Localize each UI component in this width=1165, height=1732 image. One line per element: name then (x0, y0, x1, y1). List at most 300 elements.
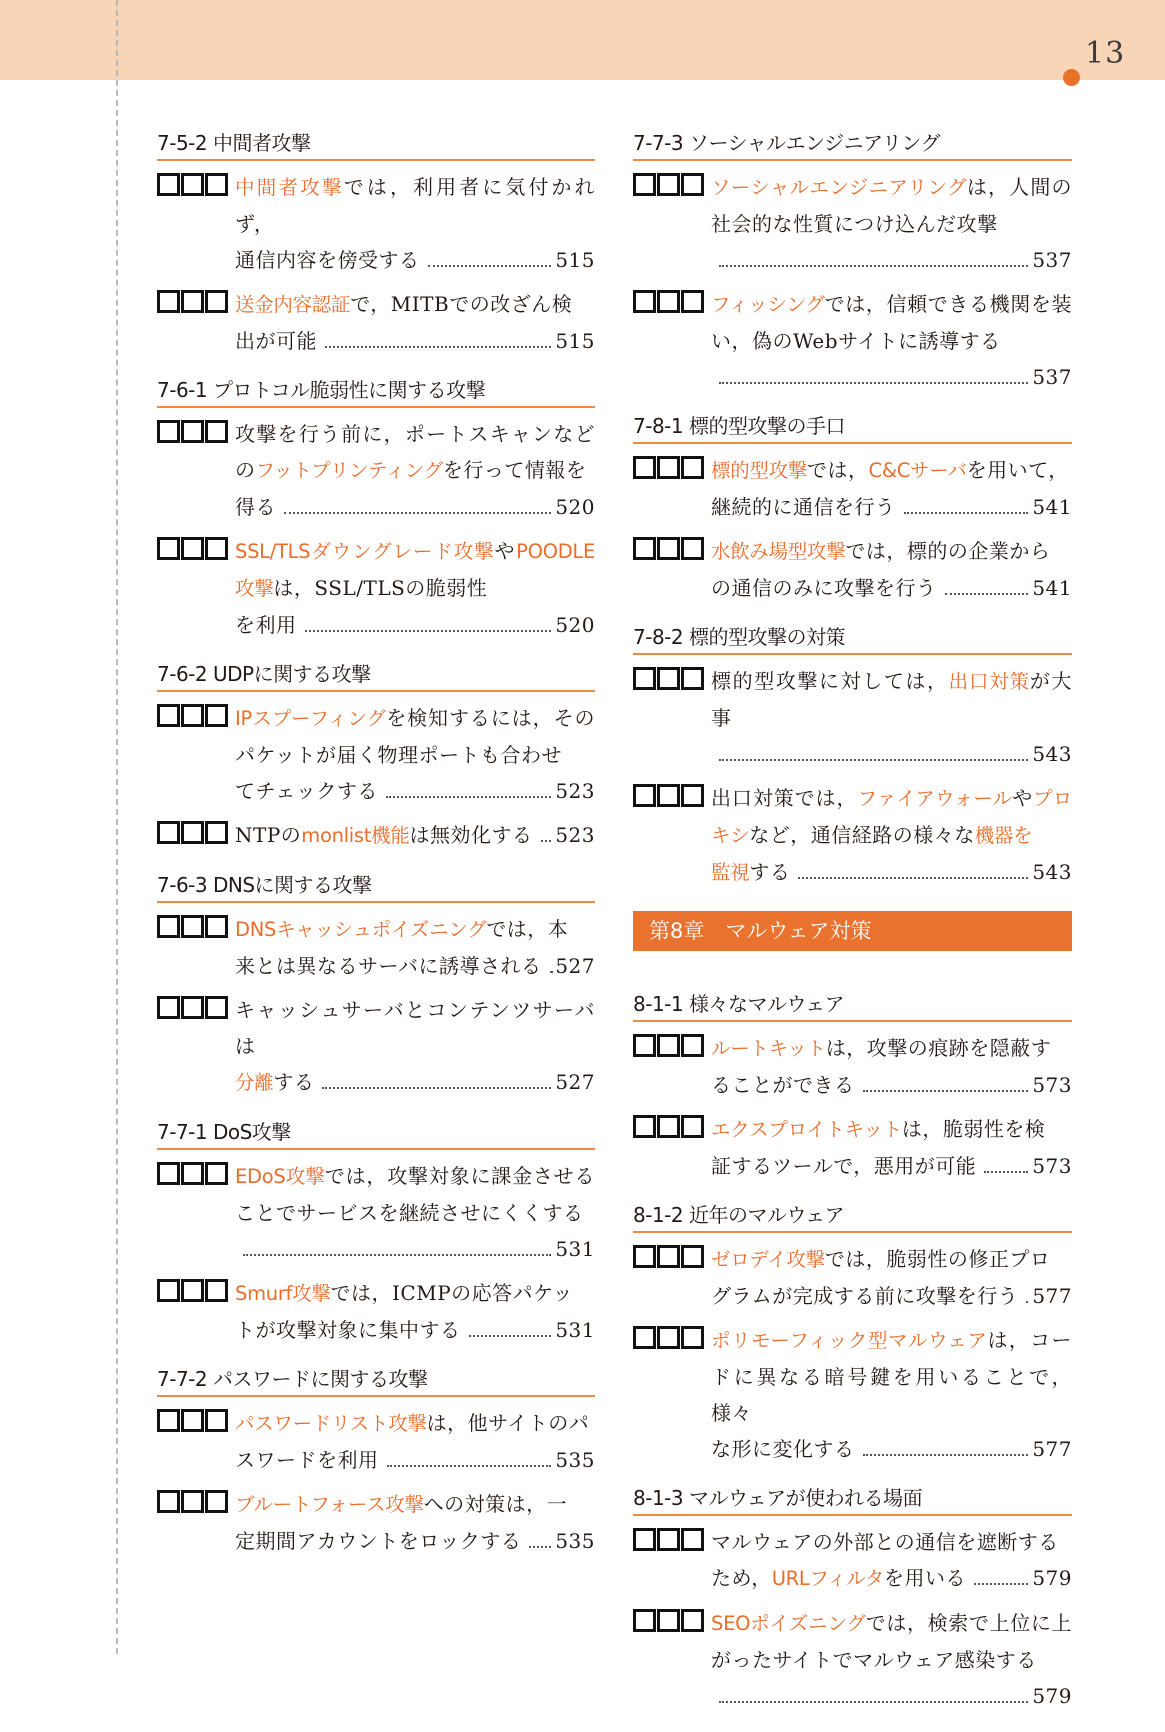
item-text (711, 1030, 1072, 1103)
dot-leader (550, 970, 552, 973)
keyword: 監視 (711, 861, 750, 884)
page-reference-line (235, 1231, 595, 1267)
section-heading: 8-1-3 マルウェアが使われる場面 (633, 1485, 1072, 1516)
checklist-item (633, 1322, 1072, 1467)
item-body (711, 452, 1072, 489)
checkbox-group (633, 456, 705, 480)
page-reference-line (235, 773, 595, 809)
item-tail: スワードを利用 (235, 1448, 379, 1472)
item-tail: 証するツールで，悪用が可能 (711, 1154, 977, 1178)
text-fragment: を用いる (883, 1566, 966, 1590)
page-reference-line (711, 1678, 1072, 1714)
checklist-item (157, 1158, 595, 1267)
checkbox[interactable] (205, 1490, 228, 1513)
page-reference-line (235, 607, 595, 643)
item-text (235, 1275, 595, 1348)
binding-line (116, 0, 118, 1654)
page-reference: 531 (555, 1318, 595, 1342)
section (633, 624, 1072, 891)
item-text (235, 1486, 595, 1559)
checkbox[interactable] (633, 1609, 656, 1632)
section-heading: 7-6-2 UDPに関する攻撃 (157, 661, 595, 692)
checkbox[interactable] (181, 290, 204, 313)
checkbox-group (157, 704, 229, 728)
checkbox[interactable] (681, 784, 704, 807)
dot-leader (529, 1545, 551, 1548)
checkbox[interactable] (681, 667, 704, 690)
section (633, 413, 1072, 606)
item-text (235, 992, 595, 1101)
checkbox[interactable] (657, 1609, 680, 1632)
keyword: パスワードリスト攻撃 (235, 1412, 427, 1435)
page-reference: 579 (1032, 1684, 1072, 1708)
page-reference: 573 (1032, 1154, 1072, 1178)
page-reference: 537 (1032, 365, 1072, 389)
checkbox-group (157, 537, 229, 561)
item-tail: グラムが完成する前に攻撃を行う (711, 1284, 1019, 1308)
item-body (235, 700, 595, 773)
checkbox[interactable] (681, 1326, 704, 1349)
item-tail: 得る (235, 495, 276, 519)
text-fragment: ため， (711, 1566, 772, 1590)
section (157, 1366, 595, 1559)
item-body (711, 663, 1072, 736)
checkbox[interactable] (205, 915, 228, 938)
page-reference-line (235, 1523, 595, 1559)
item-text (235, 1405, 595, 1478)
checkbox[interactable] (181, 173, 204, 196)
text-fragment: する (273, 1070, 315, 1094)
page-reference: 541 (1032, 576, 1072, 600)
dot-leader (1026, 1300, 1028, 1303)
item-body (711, 169, 1072, 242)
checkbox[interactable] (657, 1034, 680, 1057)
text-fragment: は，脆弱性を検 (901, 1117, 1046, 1141)
item-body (235, 169, 595, 242)
checkbox[interactable] (157, 290, 180, 313)
dot-leader (984, 1170, 1028, 1173)
checkbox[interactable] (681, 173, 704, 196)
item-body (235, 992, 595, 1064)
text-fragment: 出口対策では， (711, 786, 858, 810)
checkbox[interactable] (181, 1490, 204, 1513)
checklist-item (633, 1241, 1072, 1314)
item-tail: 定期間アカウントをロックする (235, 1529, 522, 1553)
item-text (235, 911, 595, 984)
item-tail: てチェックする (235, 779, 378, 803)
page-reference-line (235, 242, 595, 278)
text-fragment: では，利用者に気付かれず， (235, 175, 595, 236)
checkbox-group (633, 1528, 705, 1552)
dot-leader (904, 511, 1029, 514)
section-heading: 7-5-2 中間者攻撃 (157, 130, 595, 161)
checklist-item (633, 1030, 1072, 1103)
checkbox[interactable] (657, 1245, 680, 1268)
text-fragment: では， (807, 458, 869, 482)
page-reference-line (235, 1064, 595, 1101)
right-column (633, 130, 1072, 1732)
page-reference-line (235, 1442, 595, 1478)
checkbox[interactable] (205, 420, 228, 443)
checkbox[interactable] (205, 704, 228, 727)
text-fragment: は，コードに異なる暗号鍵を用いることで，様々 (711, 1328, 1072, 1425)
text-fragment: は，他サイトのパ (426, 1411, 590, 1435)
item-tail: 出が可能 (235, 329, 317, 353)
dot-leader (322, 1086, 551, 1089)
item-text (711, 1241, 1072, 1314)
checkbox-group (633, 1609, 705, 1633)
item-body (711, 1605, 1072, 1678)
checklist-item (633, 1605, 1072, 1714)
checkbox[interactable] (681, 537, 704, 560)
item-tail: トが攻撃対象に集中する (235, 1318, 461, 1342)
checklist-item (633, 286, 1072, 395)
text-fragment: する (749, 860, 791, 884)
item-text (711, 663, 1072, 772)
item-text (235, 286, 595, 359)
checkbox[interactable] (657, 1528, 680, 1551)
checkbox[interactable] (205, 173, 228, 196)
keyword: フィッシング (711, 293, 825, 316)
checkbox[interactable] (657, 1115, 680, 1138)
checkbox[interactable] (681, 1528, 704, 1551)
checkbox[interactable] (633, 290, 656, 313)
checklist-item (633, 1524, 1072, 1597)
checkbox[interactable] (181, 1409, 204, 1432)
checkbox[interactable] (181, 821, 204, 844)
page-reference-line (711, 1067, 1072, 1103)
keyword: エクスプロイトキット (711, 1118, 902, 1141)
checkbox[interactable] (181, 1162, 204, 1185)
item-text (711, 1111, 1072, 1184)
item-tail: の通信のみに攻撃を行う (711, 576, 937, 600)
checkbox[interactable] (633, 1528, 656, 1551)
section (157, 872, 595, 1101)
keyword: ソーシャルエンジニアリング (711, 176, 967, 199)
section-heading: 7-8-1 標的型攻撃の手口 (633, 413, 1072, 444)
checkbox-group (633, 1034, 705, 1058)
page-reference-line (711, 242, 1072, 278)
keyword: 送金内容認証 (235, 293, 351, 316)
checkbox-group (633, 1115, 705, 1139)
page-reference: 531 (555, 1237, 595, 1261)
item-body (235, 911, 595, 948)
checkbox[interactable] (633, 1326, 656, 1349)
checkbox[interactable] (157, 1162, 180, 1185)
checkbox[interactable] (633, 1115, 656, 1138)
text-fragment: 攻撃を行う前に，ポートスキャンなどの (235, 422, 595, 482)
text-fragment: キャッシュサーバとコンテンツサーバは (235, 998, 595, 1058)
header-band (0, 0, 1165, 80)
keyword: 機器を (974, 824, 1033, 847)
text-fragment: では，攻撃対象に課金させることでサービスを継続させにくくする (235, 1164, 595, 1225)
page-reference: 515 (555, 329, 595, 353)
item-text (235, 169, 595, 278)
section-heading: 7-7-1 DoS攻撃 (157, 1119, 595, 1150)
left-column (157, 130, 595, 1577)
page-reference-line (711, 570, 1072, 606)
checkbox[interactable] (657, 290, 680, 313)
text-fragment: では，本 (486, 917, 569, 941)
item-tail (711, 1560, 966, 1597)
text-fragment: マルウェアの外部との通信を遮断する (711, 1530, 1059, 1554)
text-fragment: を検知するには，そのパケットが届く物理ポートも合わせ (235, 706, 595, 767)
checkbox[interactable] (633, 1034, 656, 1057)
keyword: プロキシ (711, 787, 1072, 847)
section (633, 991, 1072, 1184)
checkbox[interactable] (633, 784, 656, 807)
checkbox[interactable] (157, 1409, 180, 1432)
section (633, 1202, 1072, 1467)
right-column-sections (633, 130, 1072, 891)
checkbox[interactable] (181, 1279, 204, 1302)
item-text (711, 1605, 1072, 1714)
checkbox-group (633, 1326, 705, 1350)
checkbox[interactable] (681, 290, 704, 313)
page-reference: 541 (1032, 495, 1072, 519)
checkbox[interactable] (681, 1609, 704, 1632)
checkbox[interactable] (181, 420, 204, 443)
page-reference-line (711, 1560, 1072, 1597)
checklist-item (157, 1275, 595, 1348)
page-reference: 577 (1032, 1437, 1072, 1461)
checkbox[interactable] (205, 290, 228, 313)
section-heading: 7-8-2 標的型攻撃の対策 (633, 624, 1072, 655)
item-tail: 継続的に通信を行う (711, 495, 896, 519)
checkbox[interactable] (157, 915, 180, 938)
text-fragment: では，標的の企業から (845, 539, 1051, 563)
checkbox[interactable] (205, 1279, 228, 1302)
keyword: IPスプーフィング (235, 707, 387, 730)
checkbox[interactable] (181, 704, 204, 727)
keyword: EDoS攻撃 (235, 1165, 325, 1188)
checkbox-group (157, 290, 229, 314)
checkbox[interactable] (657, 667, 680, 690)
checkbox[interactable] (681, 1115, 704, 1138)
item-body (235, 1158, 595, 1231)
item-body (711, 1030, 1072, 1067)
checkbox[interactable] (181, 537, 204, 560)
keyword: 水飲み場型攻撃 (711, 540, 846, 563)
checkbox-group (157, 821, 229, 845)
checkbox-group (157, 1409, 229, 1433)
text-fragment: を用いて， (966, 458, 1069, 482)
item-text (711, 452, 1072, 525)
item-body (235, 1405, 595, 1442)
checklist-item (157, 992, 595, 1101)
item-body (711, 533, 1072, 570)
page-reference: 543 (1032, 742, 1072, 766)
page-reference-line (235, 817, 595, 854)
dot-leader (541, 839, 552, 842)
keyword: C&Cサーバ (868, 459, 967, 482)
checkbox[interactable] (157, 1279, 180, 1302)
checkbox-group (633, 173, 705, 197)
page-reference-line (235, 1312, 595, 1348)
checkbox[interactable] (181, 915, 204, 938)
checkbox-group (633, 667, 705, 691)
checkbox-group (157, 1490, 229, 1514)
keyword: DNSキャッシュポイズニング (235, 918, 487, 941)
dot-leader (974, 1582, 1028, 1585)
page-marker-dot (1063, 69, 1080, 86)
checklist-item (633, 169, 1072, 278)
dot-leader (945, 592, 1029, 595)
checkbox[interactable] (157, 173, 180, 196)
checkbox[interactable] (157, 996, 180, 1019)
checklist-item (157, 533, 595, 643)
page-reference: 523 (555, 823, 595, 847)
checkbox-group (157, 173, 229, 197)
keyword: Smurf攻撃 (235, 1282, 331, 1305)
checkbox[interactable] (157, 1490, 180, 1513)
checkbox[interactable] (681, 1034, 704, 1057)
text-fragment: や (494, 539, 517, 563)
keyword: 中間者攻撃 (235, 176, 344, 199)
checkbox[interactable] (181, 996, 204, 1019)
checkbox[interactable] (657, 537, 680, 560)
section (633, 130, 1072, 395)
dot-leader (325, 345, 551, 348)
checkbox[interactable] (205, 1162, 228, 1185)
checkbox[interactable] (205, 537, 228, 560)
text-fragment: は，攻撃の痕跡を隠蔽す (825, 1036, 1052, 1060)
item-tail: な形に変化する (711, 1437, 855, 1461)
item-body (711, 1241, 1072, 1278)
text-fragment: など，通信経路の様々な (749, 823, 975, 847)
dot-leader (305, 629, 552, 632)
section (633, 1485, 1072, 1714)
item-body (711, 1322, 1072, 1431)
keyword: 出口対策 (948, 670, 1030, 693)
item-text (711, 1524, 1072, 1597)
keyword: 標的型攻撃 (711, 459, 808, 482)
checkbox[interactable] (633, 1245, 656, 1268)
page-number: 13 (1085, 36, 1126, 71)
right-column-sections-chapter8 (633, 991, 1072, 1714)
page-reference: 543 (1032, 860, 1072, 884)
item-body (235, 286, 595, 323)
page-reference: 520 (555, 495, 595, 519)
checklist-item (157, 1486, 595, 1559)
text-fragment: で，MITBでの改ざん検 (350, 292, 573, 316)
item-body (235, 416, 595, 489)
item-tail: を利用 (235, 613, 297, 637)
text-fragment: は無効化する (409, 823, 533, 847)
checkbox[interactable] (681, 456, 704, 479)
page-reference-line (711, 854, 1072, 891)
dot-leader (428, 264, 552, 267)
checklist-item (157, 817, 595, 854)
checklist-item (157, 911, 595, 984)
item-text (711, 780, 1072, 891)
item-text (235, 700, 595, 809)
checkbox[interactable] (633, 667, 656, 690)
item-text (711, 286, 1072, 395)
checklist-item (633, 452, 1072, 525)
checklist-item (157, 286, 595, 359)
checkbox[interactable] (633, 456, 656, 479)
page-reference: 577 (1032, 1284, 1072, 1308)
page-reference: 520 (555, 613, 595, 637)
section-heading: 7-7-3 ソーシャルエンジニアリング (633, 130, 1072, 161)
page-reference: 527 (555, 954, 595, 978)
item-tail (235, 817, 533, 854)
checkbox-group (157, 915, 229, 939)
section (157, 377, 595, 643)
checklist-item (157, 416, 595, 525)
keyword: monlist機能 (301, 824, 410, 847)
item-body (711, 1111, 1072, 1148)
checkbox[interactable] (157, 704, 180, 727)
keyword: ゼロデイ攻撃 (711, 1248, 825, 1271)
checkbox[interactable] (657, 456, 680, 479)
page-reference-line (711, 489, 1072, 525)
dot-leader (863, 1453, 1029, 1456)
checkbox-group (157, 1279, 229, 1303)
checkbox-group (157, 1162, 229, 1186)
page-reference: 523 (555, 779, 595, 803)
item-tail: ることができる (711, 1073, 855, 1097)
keyword: SEOポイズニング (711, 1612, 866, 1635)
page-reference: 535 (555, 1448, 595, 1472)
item-text (711, 533, 1072, 606)
checklist-item (157, 1405, 595, 1478)
checkbox-group (157, 420, 229, 444)
text-fragment: では，脆弱性の修正プロ (824, 1247, 1051, 1271)
dot-leader (719, 758, 1028, 761)
keyword: URLフィルタ (771, 1567, 884, 1590)
checkbox[interactable] (205, 1409, 228, 1432)
page-reference-line (235, 323, 595, 359)
item-body (235, 1275, 595, 1312)
keyword: ファイアウォール (857, 787, 1013, 810)
item-body (711, 286, 1072, 359)
page-reference: 535 (555, 1529, 595, 1553)
item-text (235, 416, 595, 525)
page-reference-line (711, 1148, 1072, 1184)
checkbox[interactable] (633, 537, 656, 560)
section (157, 661, 595, 854)
item-body (235, 533, 595, 607)
checklist-item (157, 169, 595, 278)
item-tail: 来とは異なるサーバに誘導される (235, 954, 542, 978)
keyword: POODLE攻撃 (235, 540, 596, 600)
checkbox[interactable] (657, 1326, 680, 1349)
checkbox[interactable] (205, 821, 228, 844)
text-fragment: では，ICMPの応答パケッ (330, 1281, 574, 1305)
checkbox[interactable] (633, 173, 656, 196)
page-reference: 573 (1032, 1073, 1072, 1097)
item-tail (235, 1064, 314, 1101)
checkbox[interactable] (657, 173, 680, 196)
dot-leader (719, 264, 1028, 267)
keyword: ルートキット (711, 1037, 826, 1060)
checkbox-group (633, 1245, 705, 1269)
checkbox[interactable] (681, 1245, 704, 1268)
page-reference: 537 (1032, 248, 1072, 272)
page-reference-line (235, 948, 595, 984)
checkbox[interactable] (205, 996, 228, 1019)
checkbox[interactable] (657, 784, 680, 807)
section (157, 130, 595, 359)
checkbox[interactable] (157, 420, 180, 443)
text-fragment: では，検索で上位に上がったサイトでマルウェア感染する (711, 1611, 1073, 1672)
dot-leader (284, 511, 551, 514)
checkbox[interactable] (157, 821, 180, 844)
section (157, 1119, 595, 1348)
checkbox[interactable] (157, 537, 180, 560)
